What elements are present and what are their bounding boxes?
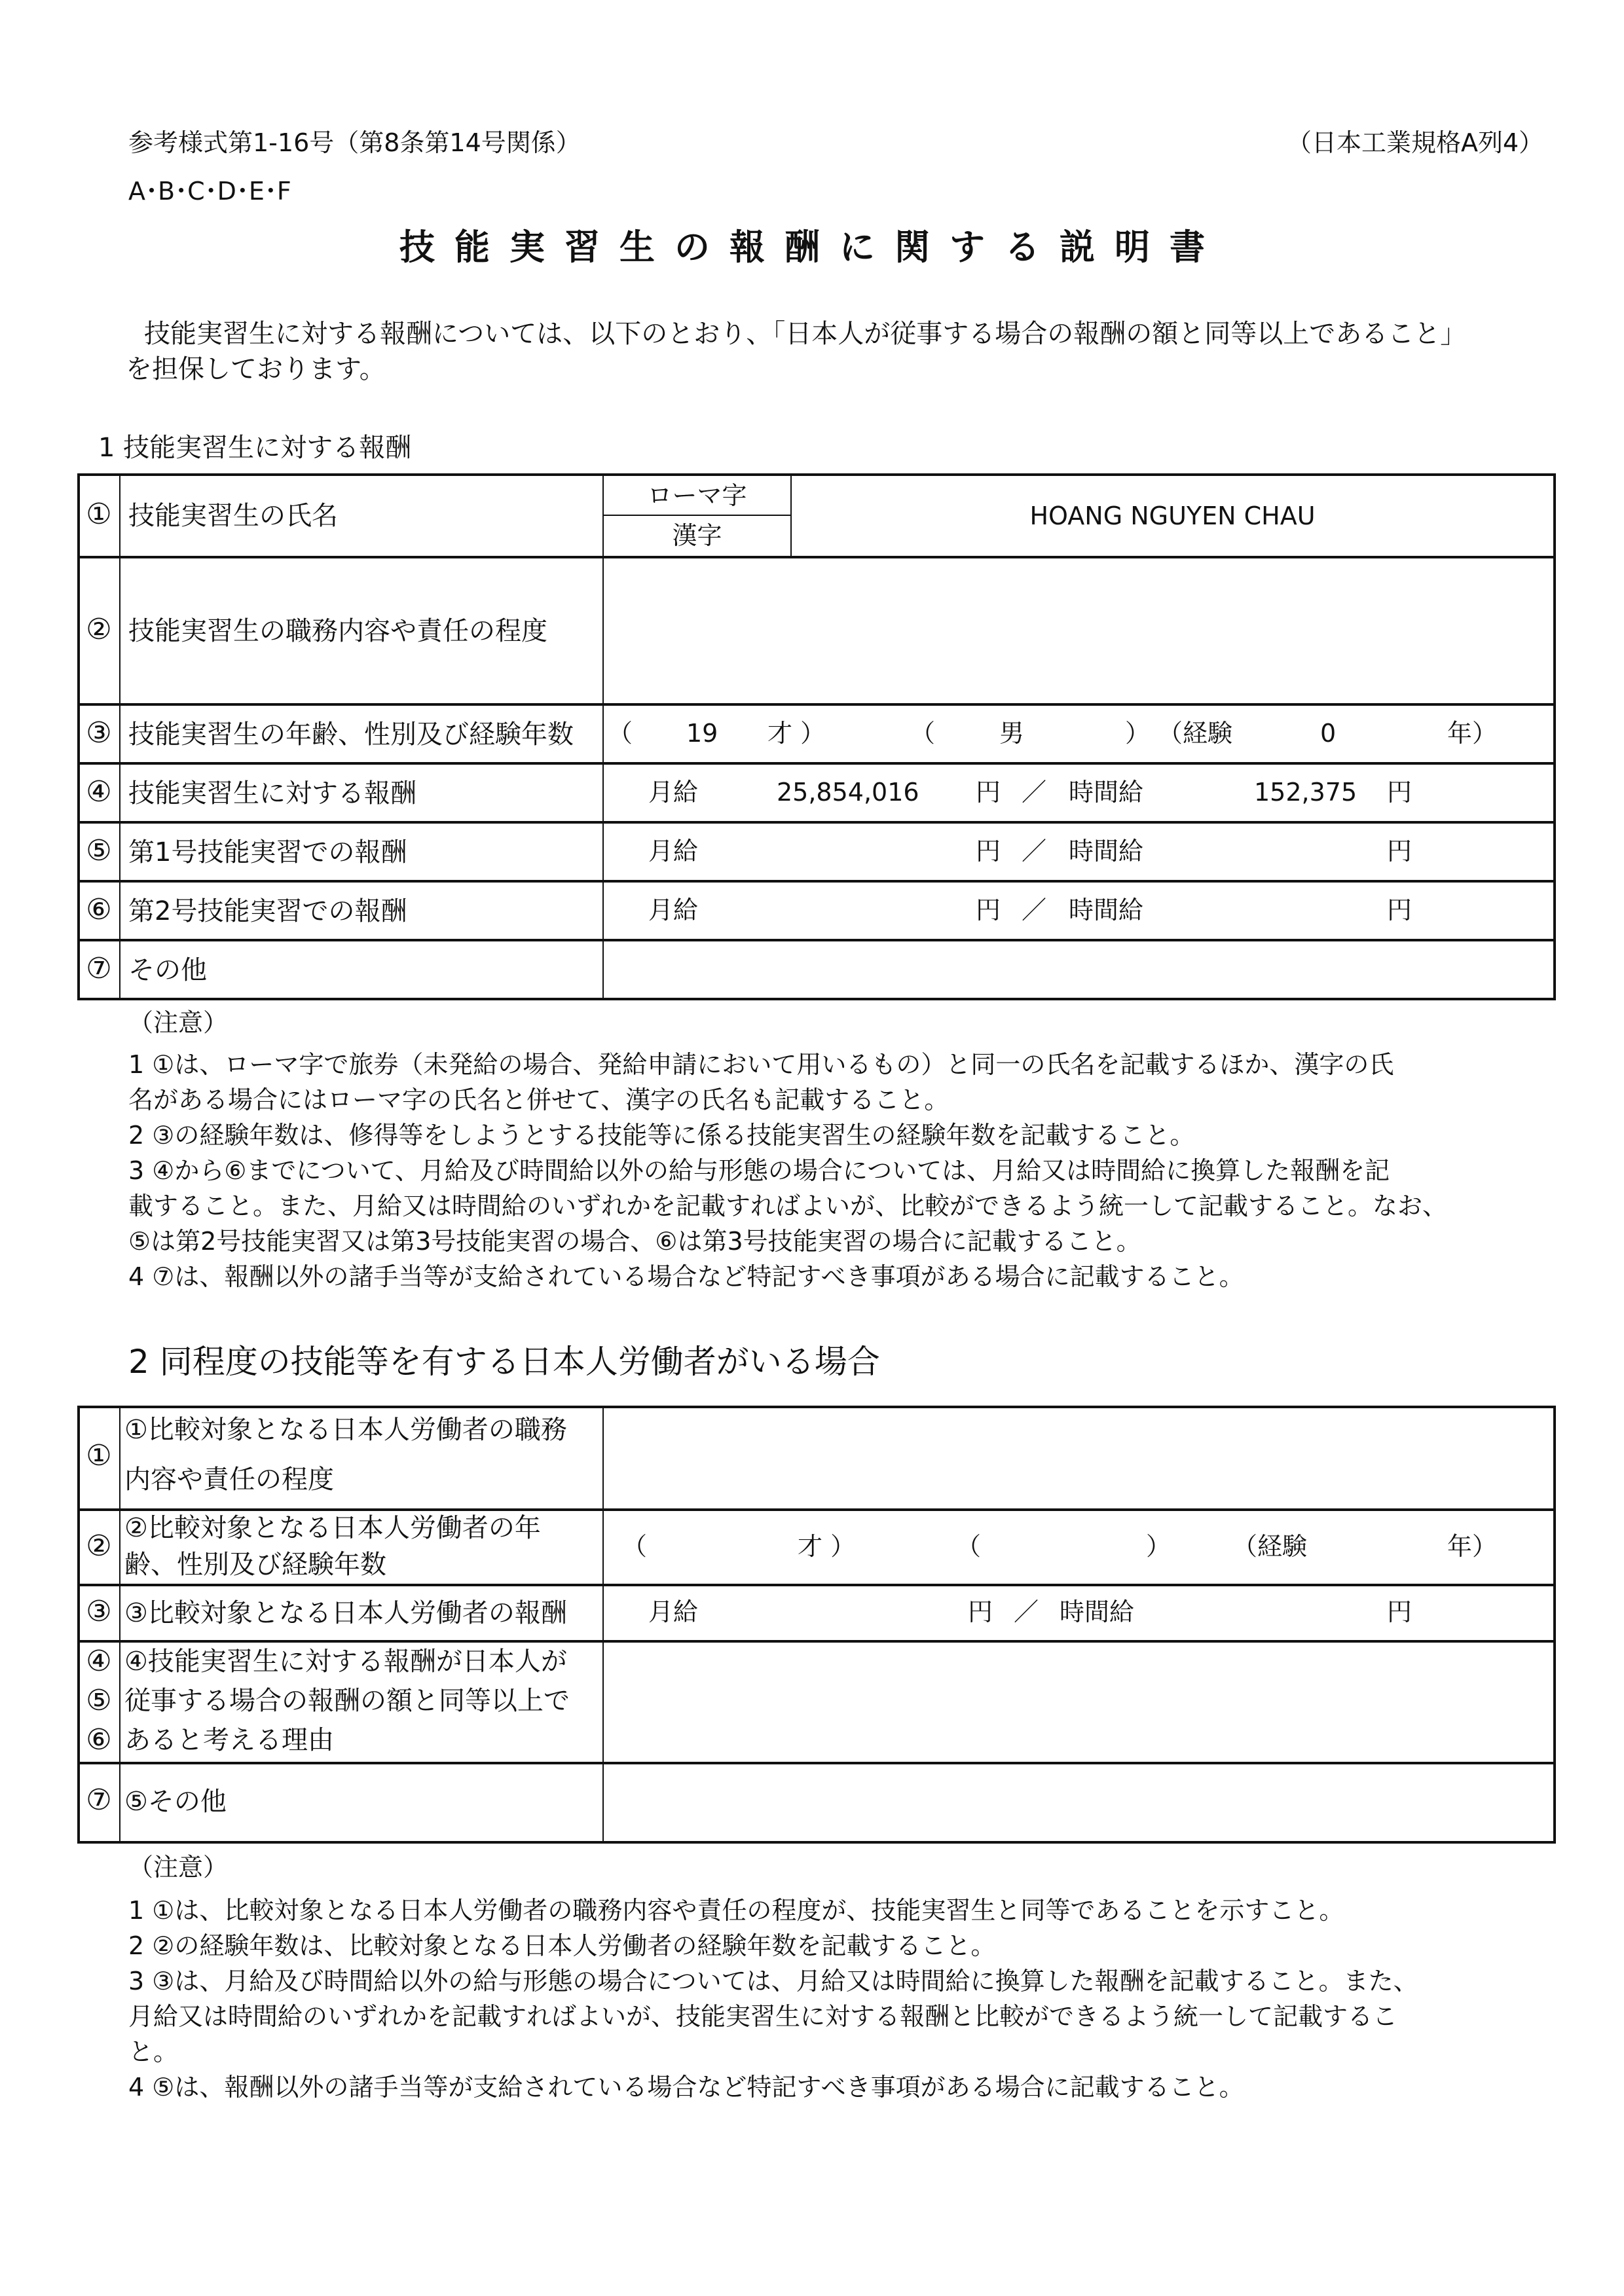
notes2-line-5: と。 [128,2037,179,2066]
row3-number: ③ [86,716,112,750]
experience-label: （経験 [1158,719,1233,748]
s2-r3-yen-monthly: 円 [968,1597,993,1626]
trainee-name-value: HOANG NGUYEN CHAU [1029,501,1316,530]
notes2-line-3: 3 ③は、月給及び時間給以外の給与形態の場合については、月給又は時間給に換算した報酬を記載すること。また、 [128,1967,1418,1995]
row1-label: 技能実習生の氏名 [128,501,338,531]
s2-row4-label-line3: あると考える理由 [124,1725,334,1755]
s2-row6-number: ⑥ [86,1723,112,1757]
r5-yen-hourly: 円 [1387,837,1412,866]
s2-row4-label-line1: ④技能実習生に対する報酬が日本人が [124,1647,567,1677]
s2-sex-close-paren: ） [1146,1532,1172,1561]
paper-size-note: （日本工業規格A列4） [1287,128,1544,157]
sex-open-paren: （ [910,719,936,748]
page-title: 技能実習生の報酬に関する説明書 [399,227,1225,268]
row1-number: ① [86,498,112,531]
r4-yen-hourly: 円 [1387,778,1412,807]
s2-age-open-paren: （ [622,1532,648,1561]
s2-row7-number: ⑦ [86,1783,112,1817]
sex-close-paren: ） [1125,719,1151,748]
r6-slash: ／ [1022,896,1047,924]
s2-row3-number: ③ [86,1595,112,1628]
s2-r3-hourly-label: 時間給 [1060,1597,1135,1626]
s2-row7-label: ⑤その他 [124,1787,227,1817]
notes2-heading: （注意） [128,1853,229,1882]
s2-experience-unit: 年） [1447,1532,1498,1561]
r6-yen-hourly: 円 [1387,896,1412,924]
grade-marks: A･B･C･D･E･F [128,177,291,206]
notes1-line-4: 3 ④から⑥までについて、月給及び時間給以外の給与形態の場合については、月給又は時間給に換算した報酬を記 [128,1156,1390,1185]
s2-row4-number: ④ [86,1645,112,1678]
row5-label: 第1号技能実習での報酬 [128,837,407,867]
r5-monthly-label: 月給 [648,837,699,866]
row7-label: その他 [128,955,207,985]
notes2-line-4: 月給又は時間給のいずれかを記載すればよいが、技能実習生に対する報酬と比較ができるよう統一して記載するこ [128,2002,1398,2031]
s2-sex-open-paren: （ [956,1532,982,1561]
row4-label: 技能実習生に対する報酬 [128,778,416,809]
r4-monthly-label: 月給 [648,778,699,807]
kanji-label: 漢字 [672,521,722,550]
row2-number: ② [86,613,112,646]
intro-line-1: 技能実習生に対する報酬については、以下のとおり、「日本人が従事する場合の報酬の額と同等以上であること」 [144,319,1467,349]
r4-slash: ／ [1022,778,1047,807]
notes2-line-1: 1 ①は、比較対象となる日本人労働者の職務内容や責任の程度が、技能実習生と同等であることを示すこと。 [128,1896,1344,1925]
notes1-line-3: 2 ③の経験年数は、修得等をしようとする技能等に係る技能実習生の経験年数を記載すること。 [128,1121,1195,1150]
r6-monthly-label: 月給 [648,896,699,924]
s2-row3-label: ③比較対象となる日本人労働者の報酬 [124,1598,567,1628]
experience-unit: 年） [1447,719,1498,748]
s2-row2-label-line2: 齢、性別及び経験年数 [124,1550,386,1580]
age-open-paren: （ [608,719,633,748]
s2-row1-number: ① [86,1439,112,1472]
s2-r3-slash: ／ [1014,1597,1039,1626]
form-reference: 参考様式第1-16号（第8条第14号関係） [128,128,581,157]
s2-r3-yen-hourly: 円 [1387,1597,1412,1626]
notes2-line-2: 2 ②の経験年数は、比較対象となる日本人労働者の経験年数を記載すること。 [128,1931,996,1960]
notes2-line-6: 4 ⑤は、報酬以外の諸手当等が支給されている場合など特記すべき事項がある場合に記載すること。 [128,2073,1244,2102]
row3-label: 技能実習生の年齢、性別及び経験年数 [128,720,574,750]
notes1-line-6: ⑤は第2号技能実習又は第3号技能実習の場合、⑥は第3号技能実習の場合に記載すること。 [128,1227,1141,1256]
r4-hourly-label: 時間給 [1069,778,1144,807]
row6-number: ⑥ [86,893,112,926]
section2-heading: 2 同程度の技能等を有する日本人労働者がいる場合 [128,1343,880,1381]
s2-row2-number: ② [86,1529,112,1563]
s2-r3-monthly-label: 月給 [648,1597,699,1626]
r6-yen-monthly: 円 [976,896,1001,924]
r4-monthly-value: 25,854,016 [777,778,919,807]
s2-row1-label-line2: 内容や責任の程度 [124,1465,334,1495]
r4-yen-monthly: 円 [976,778,1001,807]
r6-hourly-label: 時間給 [1069,896,1144,924]
notes1-heading: （注意） [128,1008,229,1037]
notes1-line-1: 1 ①は、ローマ字で旅券（未発給の場合、発給申請において用いるもの）と同一の氏名を記載するほか、漢字の氏 [128,1050,1394,1079]
s2-experience-label: （経験 [1232,1532,1308,1561]
notes1-line-2: 名がある場合にはローマ字の氏名と併せて、漢字の氏名も記載すること。 [128,1085,950,1114]
s2-row5-number: ⑤ [86,1684,112,1717]
section1-heading: 1 技能実習生に対する報酬 [98,433,412,463]
s2-row4-label-line2: 従事する場合の報酬の額と同等以上で [124,1686,570,1716]
s2-row2-label-line1: ②比較対象となる日本人労働者の年 [124,1513,541,1543]
row6-label: 第2号技能実習での報酬 [128,896,407,926]
r5-yen-monthly: 円 [976,837,1001,866]
row4-number: ④ [86,775,112,809]
intro-line-2: を担保しております。 [126,354,386,384]
age-value: 19 [686,719,718,748]
s2-row1-label-line1: ①比較対象となる日本人労働者の職務 [124,1415,567,1445]
notes1-line-5: 載すること。また、月給又は時間給のいずれかを記載すればよいが、比較ができるよう統一して記載すること。なお、 [128,1192,1448,1220]
age-unit: 才 ） [767,719,826,748]
s2-age-unit: 才 ） [798,1532,856,1561]
row5-number: ⑤ [86,834,112,867]
notes1-line-7: 4 ⑦は、報酬以外の諸手当等が支給されている場合など特記すべき事項がある場合に記載すること。 [128,1262,1244,1291]
row2-label: 技能実習生の職務内容や責任の程度 [128,616,547,646]
experience-value: 0 [1320,719,1337,748]
roman-label: ローマ字 [647,481,747,510]
r5-slash: ／ [1022,837,1047,866]
sex-value: 男 [999,719,1025,748]
r5-hourly-label: 時間給 [1069,837,1144,866]
r4-hourly-value: 152,375 [1254,778,1357,807]
row7-number: ⑦ [86,952,112,985]
